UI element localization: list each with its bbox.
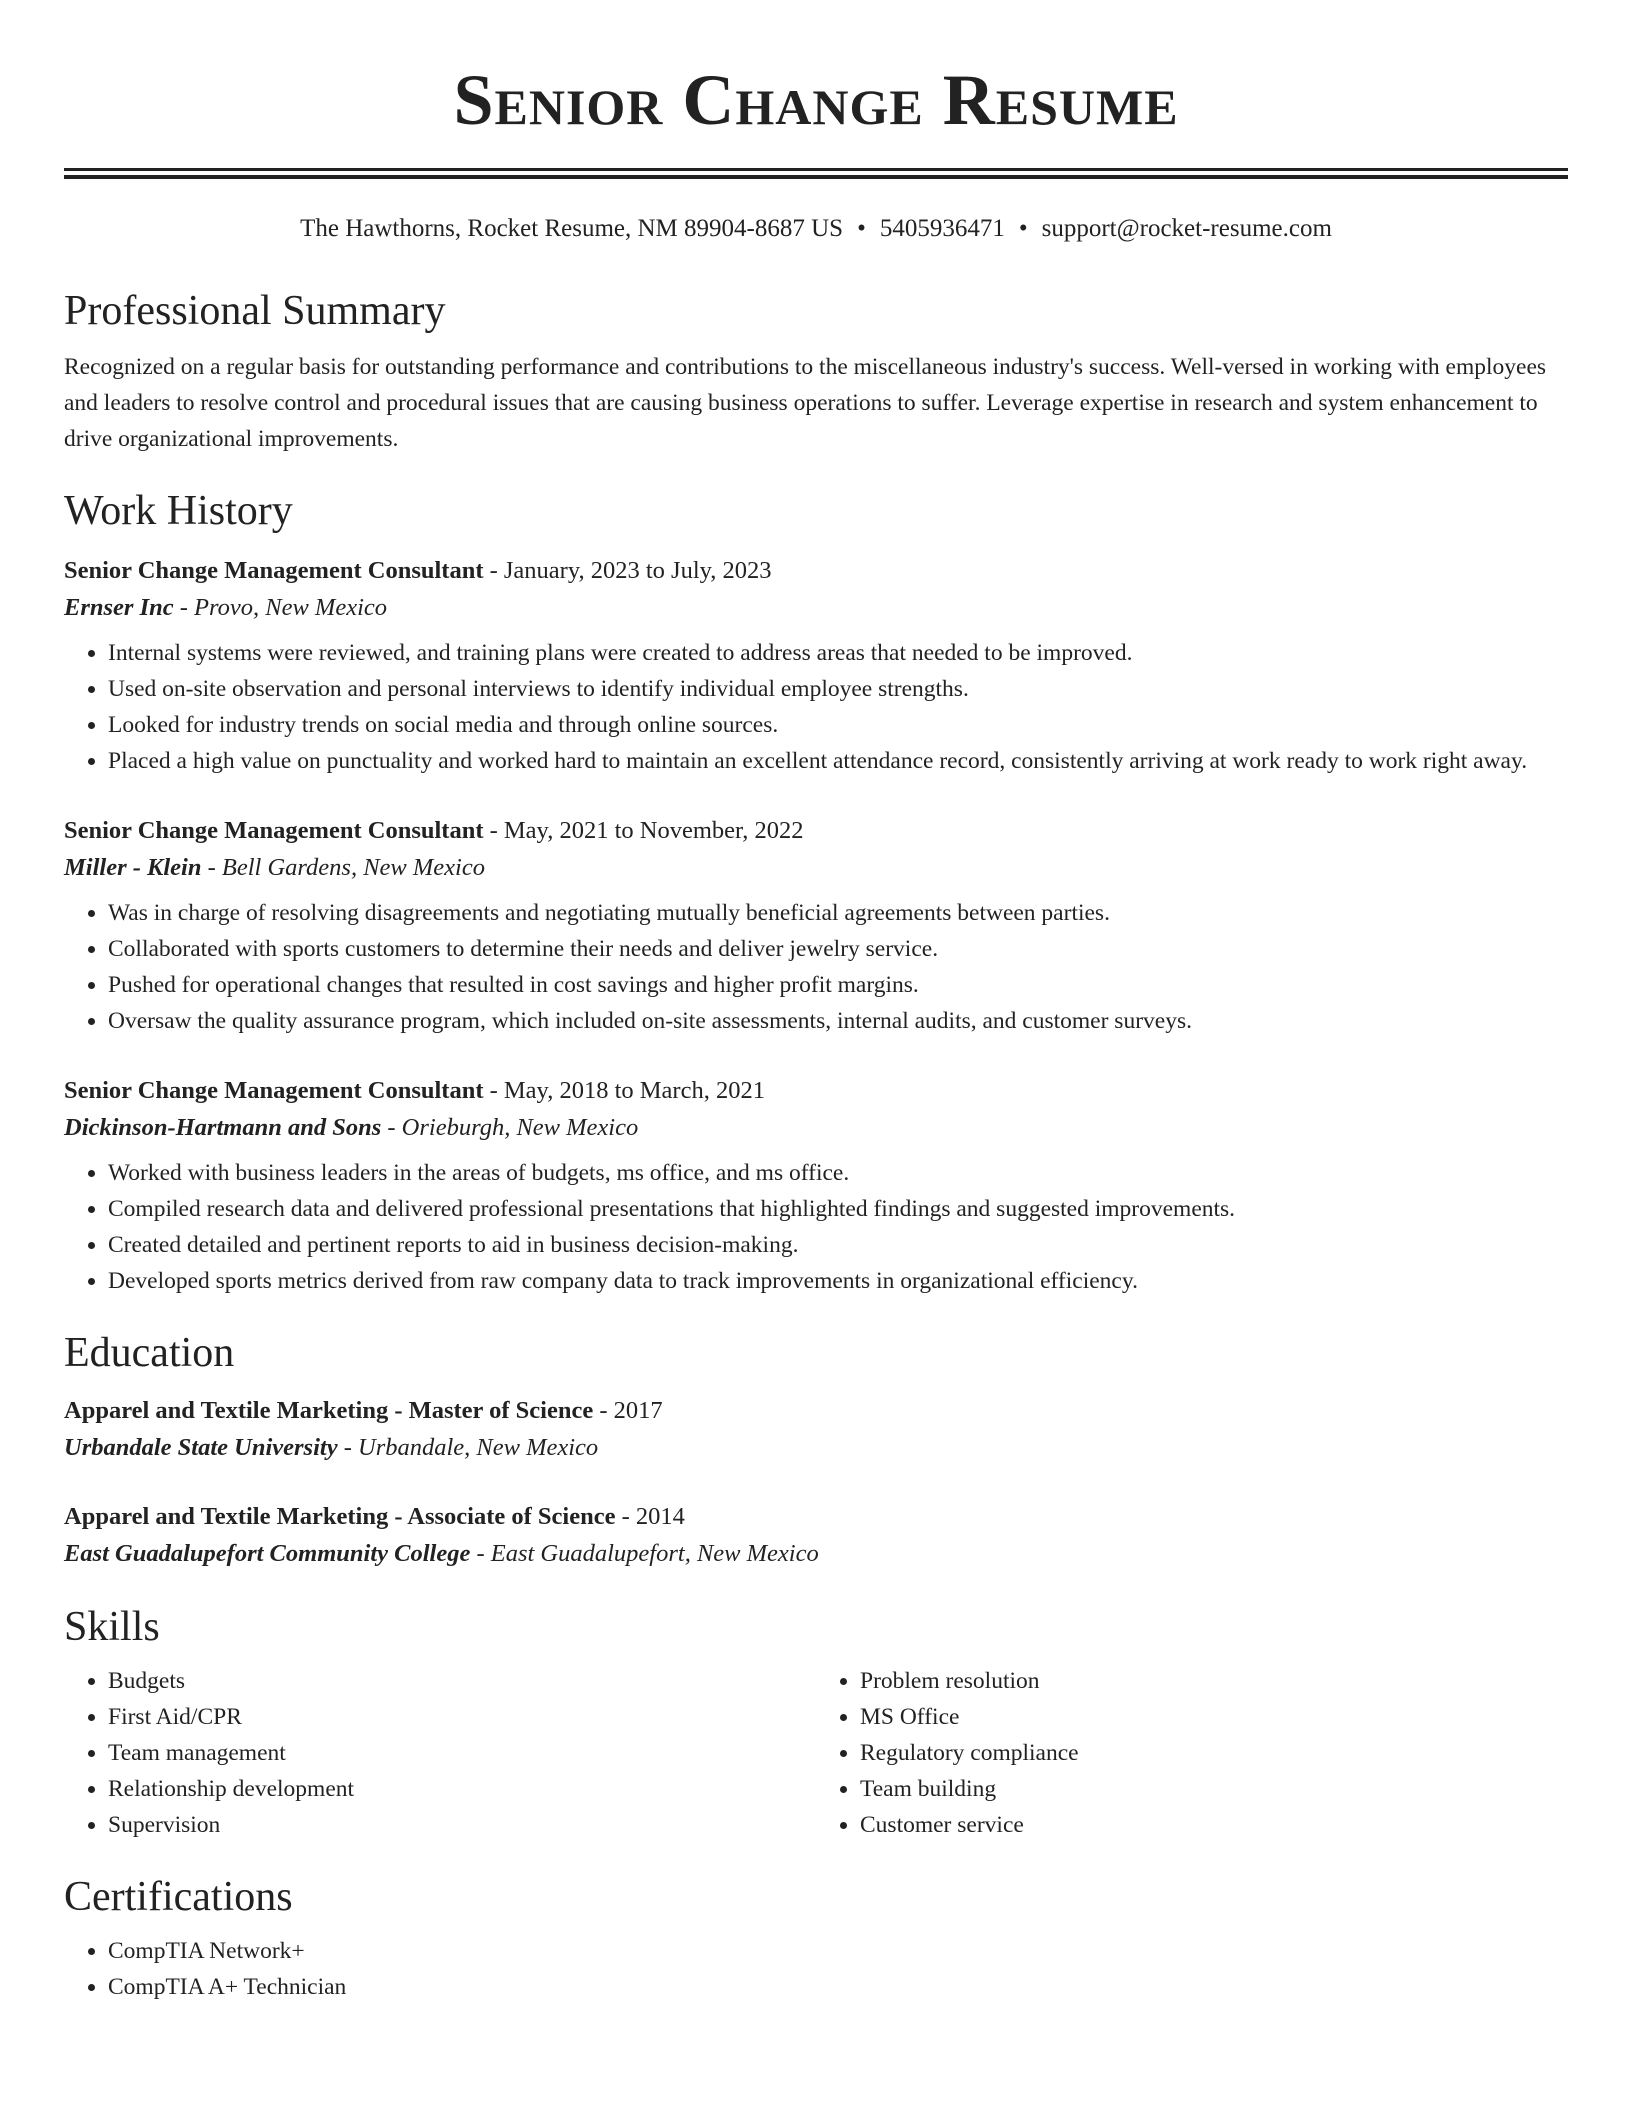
education-entry — [64, 1393, 1568, 1467]
job-dates: - January, 2023 to July, 2023 — [483, 557, 772, 584]
education-entry — [64, 1499, 1568, 1573]
list-item: • Team management — [108, 1735, 816, 1771]
job-header — [64, 553, 1568, 589]
summary-heading: Professional Summary — [64, 288, 446, 334]
list-item: • Regulatory compliance — [860, 1735, 1568, 1771]
list-item: • Placed a high value on punctuality and worked hard to maintain an excellent attendance record, consistently arriving at work ready to work right away. — [108, 743, 1568, 779]
education-location: - East Guadalupefort, New Mexico — [470, 1540, 819, 1567]
contact-line — [64, 213, 1568, 245]
summary-text: Recognized on a regular basis for outstanding performance and contributions to the miscellaneous industry's success. Well-versed in working with employees and leaders to resolve control and procedural issues that are causing business operations to suffer. Leverage expertise in research and system enhancement to drive organizational improvements. — [64, 354, 1547, 452]
job-entry — [64, 553, 1568, 779]
job-location: - Provo, New Mexico — [173, 594, 388, 621]
list-item: • Looked for industry trends on social media and through online sources. — [108, 707, 1568, 743]
job-company: Ernser Inc — [64, 594, 174, 621]
job-entry — [64, 1073, 1568, 1299]
education-school: Urbandale State University — [64, 1434, 338, 1461]
education-year: - 2017 — [593, 1397, 663, 1424]
education-degree: Apparel and Textile Marketing - Master of Science — [64, 1397, 594, 1424]
contact-phone: 5405936471 — [879, 215, 1005, 242]
skills-columns — [64, 1663, 1568, 1843]
resume-page — [64, 0, 1568, 2005]
list-item: • Budgets — [108, 1663, 816, 1699]
list-item: • Developed sports metrics derived from raw company data to track improvements in organizational efficiency. — [108, 1263, 1568, 1299]
education-degree: Apparel and Textile Marketing - Associate of Science — [64, 1503, 616, 1530]
title-divider — [64, 168, 1568, 179]
list-item: • Collaborated with sports customers to determine their needs and deliver jewelry service. — [108, 931, 1568, 967]
certifications-list — [64, 1933, 1568, 2005]
job-header — [64, 813, 1568, 849]
job-dates: - May, 2021 to November, 2022 — [483, 817, 804, 844]
skills-list-left — [64, 1663, 816, 1843]
list-item: • MS Office — [860, 1699, 1568, 1735]
skills-list-right — [816, 1663, 1568, 1843]
list-item: • Compiled research data and delivered professional presentations that highlighted findings and suggested improvements. — [108, 1191, 1568, 1227]
job-bullets — [64, 1155, 1568, 1299]
list-item: • Supervision — [108, 1807, 816, 1843]
job-bullets — [64, 895, 1568, 1039]
list-item: • Used on-site observation and personal interviews to identify individual employee strengths. — [108, 671, 1568, 707]
job-dates: - May, 2018 to March, 2021 — [483, 1077, 765, 1104]
list-item: • Was in charge of resolving disagreements and negotiating mutually beneficial agreements between parties. — [108, 895, 1568, 931]
contact-email[interactable]: support@rocket-resume.com — [1041, 215, 1332, 242]
job-entry — [64, 813, 1568, 1039]
list-item: • Pushed for operational changes that resulted in cost savings and higher profit margins. — [108, 967, 1568, 1003]
list-item: • Team building — [860, 1771, 1568, 1807]
education-year: - 2014 — [615, 1503, 685, 1530]
list-item: • CompTIA A+ Technician — [108, 1969, 1568, 2005]
job-employer — [64, 589, 1568, 627]
job-company: Miller - Klein — [64, 854, 202, 881]
job-employer — [64, 1109, 1568, 1147]
job-title: Senior Change Management Consultant — [64, 557, 484, 584]
education-location: - Urbandale, New Mexico — [337, 1434, 599, 1461]
list-item: • Oversaw the quality assurance program, which included on-site assessments, internal audits, and customer surveys. — [108, 1003, 1568, 1039]
job-company: Dickinson-Hartmann and Sons — [64, 1114, 382, 1141]
job-employer — [64, 849, 1568, 887]
education-school-line — [64, 1429, 1568, 1467]
certifications-heading: Certifications — [64, 1874, 293, 1920]
job-title: Senior Change Management Consultant — [64, 1077, 484, 1104]
education-degree-line — [64, 1393, 1568, 1429]
education-degree-line — [64, 1499, 1568, 1535]
list-item: • First Aid/CPR — [108, 1699, 816, 1735]
resume-title: Senior Change Resume — [453, 60, 1179, 140]
list-item: • CompTIA Network+ — [108, 1933, 1568, 1969]
education-school-line — [64, 1535, 1568, 1573]
work-history-heading: Work History — [64, 488, 293, 534]
list-item: • Relationship development — [108, 1771, 816, 1807]
skills-heading: Skills — [64, 1604, 160, 1650]
list-item: • Problem resolution — [860, 1663, 1568, 1699]
contact-address: The Hawthorns, Rocket Resume, NM 89904-8687 US — [300, 215, 844, 242]
contact-separator: • — [857, 215, 866, 242]
job-title: Senior Change Management Consultant — [64, 817, 484, 844]
education-school: East Guadalupefort Community College — [64, 1540, 471, 1567]
list-item: • Created detailed and pertinent reports to aid in business decision-making. — [108, 1227, 1568, 1263]
job-location: - Bell Gardens, New Mexico — [201, 854, 485, 881]
list-item: • Worked with business leaders in the areas of budgets, ms office, and ms office. — [108, 1155, 1568, 1191]
job-bullets — [64, 635, 1568, 779]
job-header — [64, 1073, 1568, 1109]
list-item: • Internal systems were reviewed, and training plans were created to address areas that needed to be improved. — [108, 635, 1568, 671]
contact-separator: • — [1018, 215, 1028, 242]
list-item: • Customer service — [860, 1807, 1568, 1843]
education-heading: Education — [64, 1330, 235, 1376]
job-location: - Orieburgh, New Mexico — [381, 1114, 639, 1141]
